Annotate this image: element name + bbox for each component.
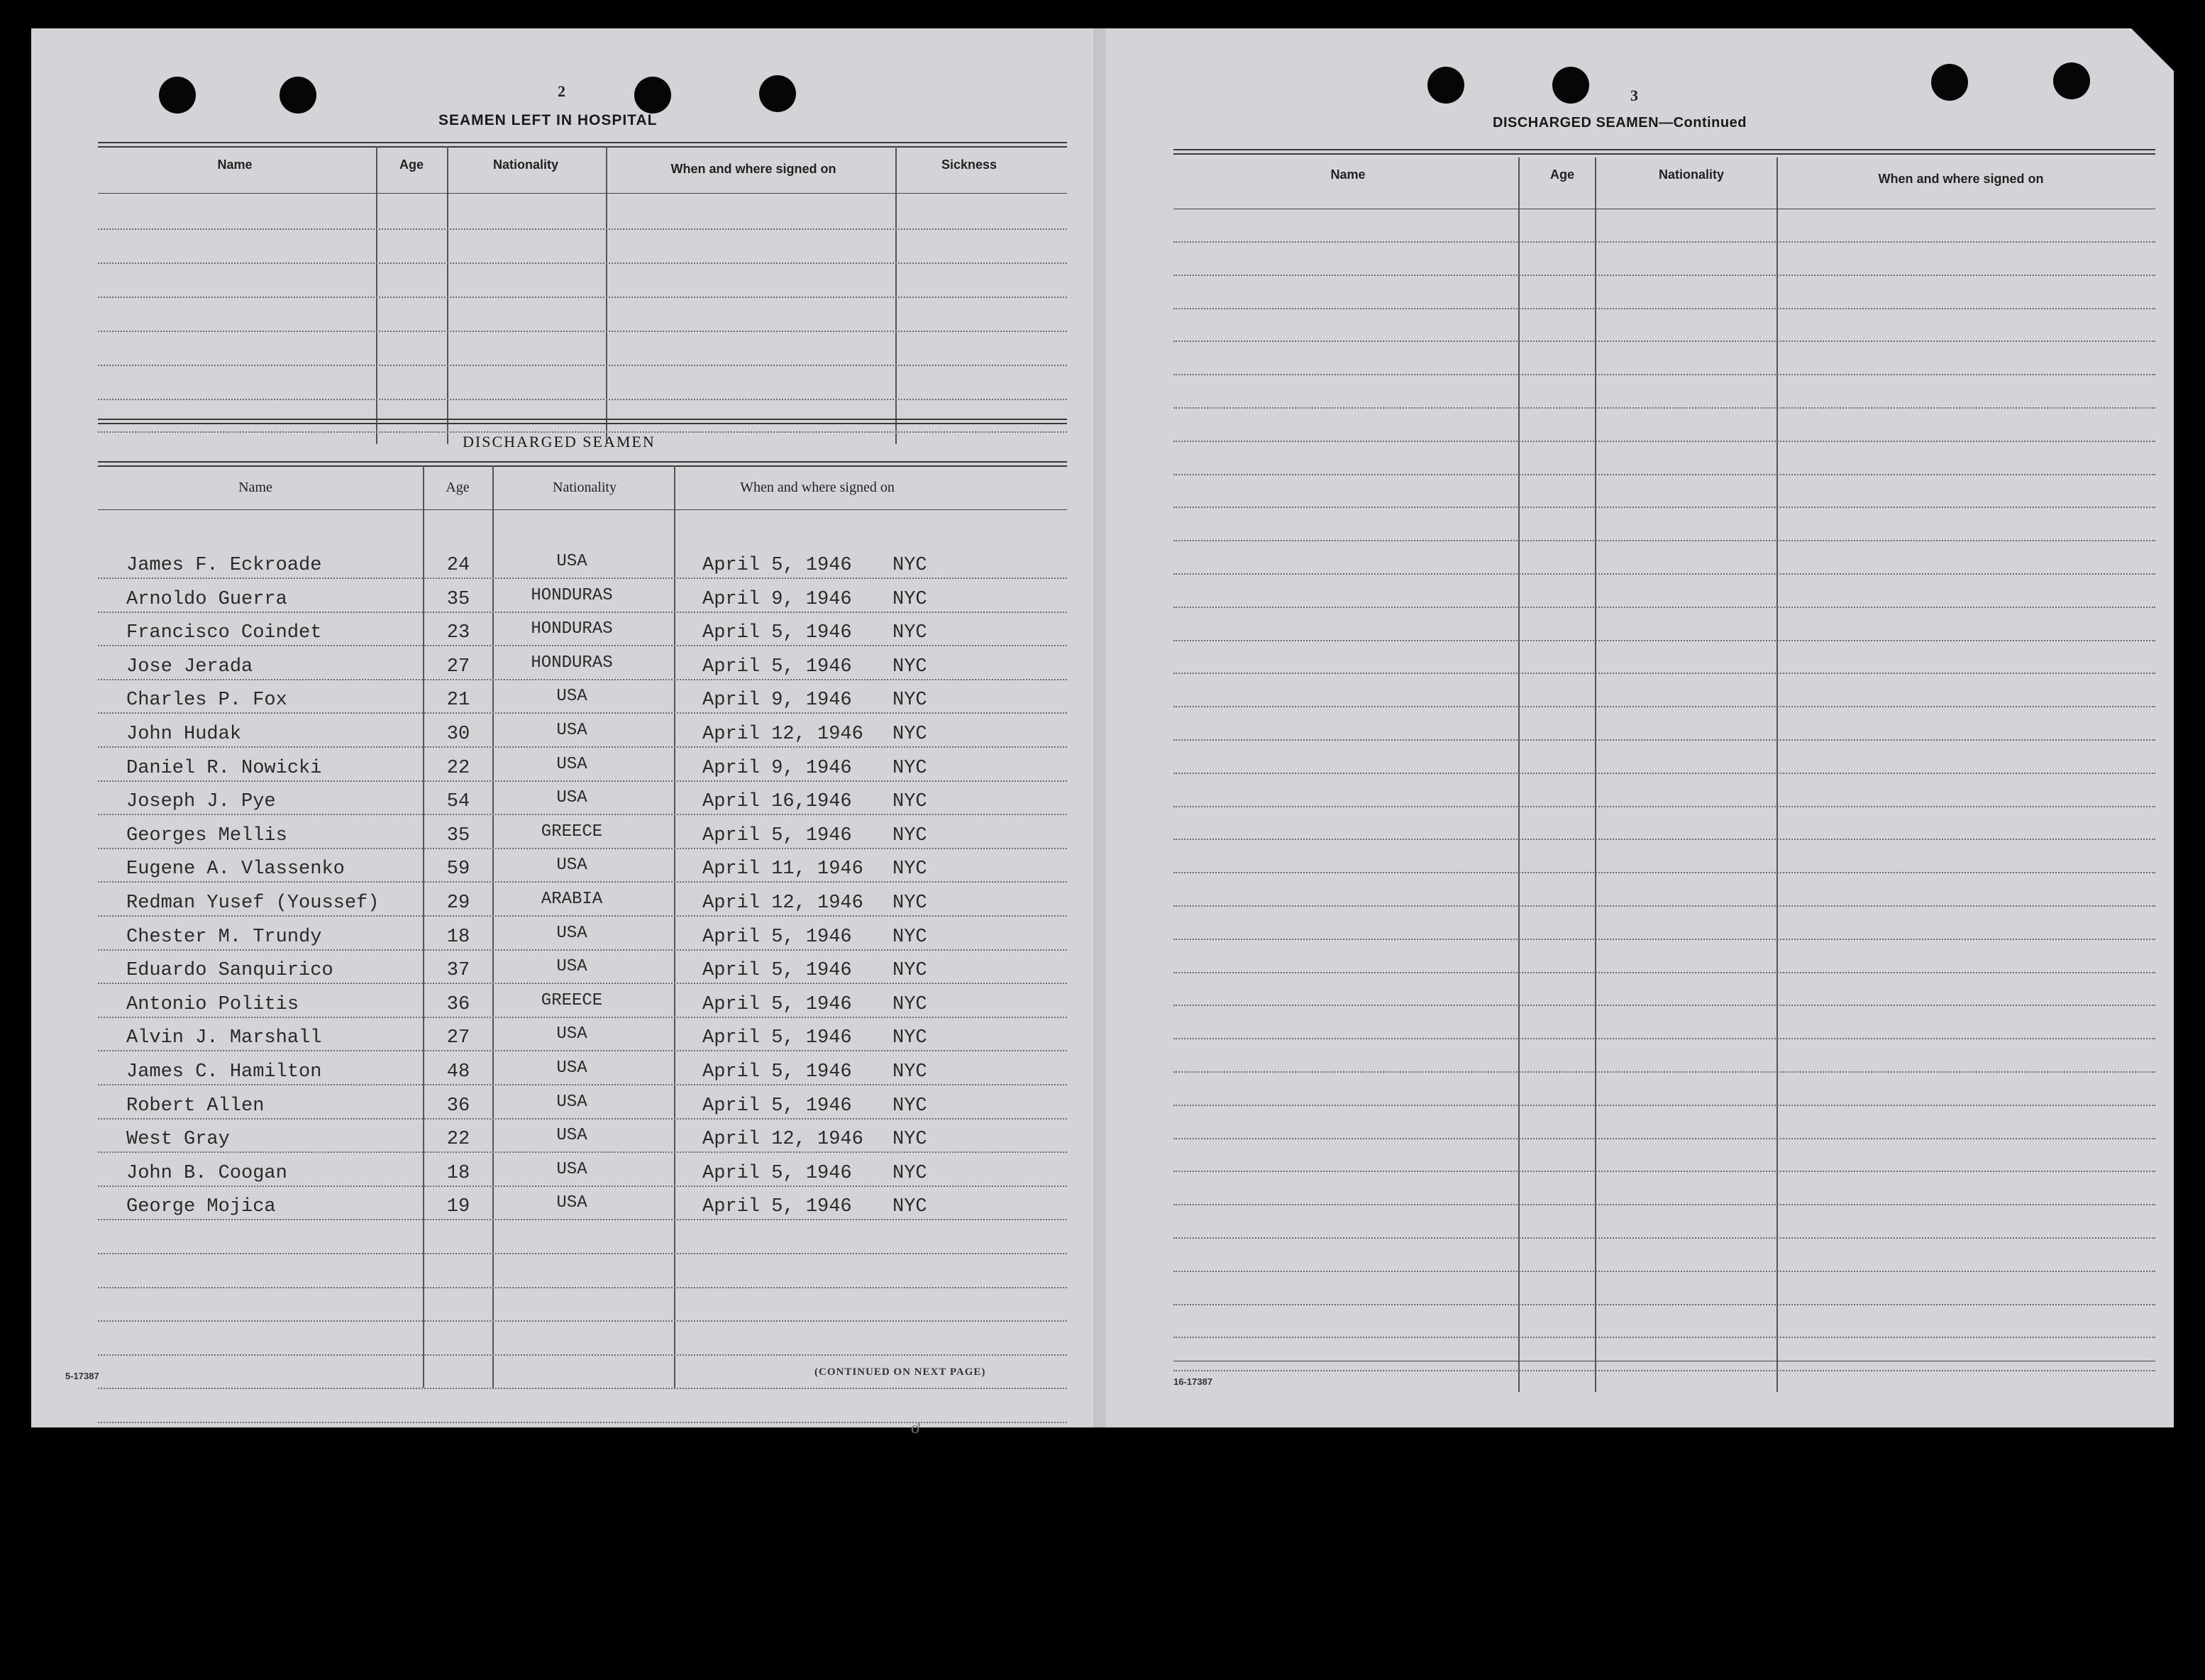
signed-on-place: NYC bbox=[892, 926, 927, 948]
seaman-name: John B. Coogan bbox=[126, 1162, 287, 1184]
seaman-age: 27 bbox=[446, 656, 470, 678]
signed-on-date: April 5, 1946 bbox=[702, 993, 852, 1015]
blank-entry-line bbox=[1173, 872, 2155, 873]
signed-on-place: NYC bbox=[892, 858, 927, 880]
signed-on-place: NYC bbox=[892, 1027, 927, 1049]
seaman-name: Chester M. Trundy bbox=[126, 926, 322, 948]
signed-on-place: NYC bbox=[892, 555, 927, 576]
signed-on-date: April 5, 1946 bbox=[702, 656, 852, 678]
header-age: Age bbox=[446, 480, 470, 495]
seaman-name: Francisco Coindet bbox=[126, 622, 322, 644]
seaman-name: Jose Jerada bbox=[126, 656, 253, 678]
column-divider bbox=[674, 465, 675, 1388]
punch-hole bbox=[634, 77, 671, 114]
blank-entry-line bbox=[1173, 1138, 2155, 1139]
blank-entry-line bbox=[1173, 441, 2155, 442]
signed-on-date: April 5, 1946 bbox=[702, 1061, 852, 1083]
punch-hole bbox=[1427, 67, 1464, 104]
blank-entry-line bbox=[1173, 275, 2155, 276]
blank-entry-line bbox=[1173, 1271, 2155, 1272]
seaman-nationality: USA bbox=[556, 552, 587, 571]
form-number: 16-17387 bbox=[1173, 1376, 1212, 1387]
signed-on-date: April 9, 1946 bbox=[702, 588, 852, 610]
signed-on-place: NYC bbox=[892, 656, 927, 678]
seaman-name: James C. Hamilton bbox=[126, 1061, 322, 1083]
signed-on-date: April 5, 1946 bbox=[702, 1095, 852, 1117]
seaman-name: Joseph J. Pye bbox=[126, 791, 276, 813]
seaman-name: Alvin J. Marshall bbox=[126, 1027, 322, 1049]
seaman-age: 29 bbox=[446, 892, 470, 914]
seaman-age: 19 bbox=[446, 1196, 470, 1218]
seaman-nationality: ARABIA bbox=[541, 890, 603, 909]
seaman-name: Robert Allen bbox=[126, 1095, 265, 1117]
punch-hole bbox=[759, 75, 796, 112]
blank-entry-line bbox=[1173, 773, 2155, 774]
blank-entry-line bbox=[1173, 1005, 2155, 1006]
entry-line bbox=[98, 1084, 1067, 1085]
blank-entry-line bbox=[1173, 739, 2155, 741]
blank-entry-line bbox=[1173, 474, 2155, 475]
entry-line bbox=[98, 949, 1067, 951]
blank-entry-line bbox=[1173, 573, 2155, 575]
signed-on-place: NYC bbox=[892, 892, 927, 914]
entry-line bbox=[98, 1118, 1067, 1120]
entry-line bbox=[98, 1186, 1067, 1187]
entry-line bbox=[98, 1017, 1067, 1018]
page-number: 2 bbox=[558, 82, 565, 100]
entry-line bbox=[98, 679, 1067, 680]
seaman-nationality: USA bbox=[556, 754, 587, 774]
entry-line bbox=[98, 780, 1067, 782]
blank-entry-line bbox=[1173, 308, 2155, 309]
entry-line bbox=[98, 1422, 1067, 1423]
header-nationality: Nationality bbox=[553, 480, 617, 495]
entry-line bbox=[98, 915, 1067, 917]
blank-entry-line bbox=[1173, 673, 2155, 674]
entry-line bbox=[98, 881, 1067, 883]
signed-on-place: NYC bbox=[892, 993, 927, 1015]
form-number: 5-17387 bbox=[65, 1371, 99, 1381]
entry-line bbox=[98, 1219, 1067, 1220]
hospital-bottom-rule bbox=[98, 419, 1067, 420]
entry-line bbox=[98, 983, 1067, 984]
seaman-age: 22 bbox=[446, 1129, 470, 1151]
seaman-age: 27 bbox=[446, 1027, 470, 1049]
signed-on-place: NYC bbox=[892, 1162, 927, 1184]
seaman-age: 54 bbox=[446, 791, 470, 813]
seaman-nationality: USA bbox=[556, 923, 587, 943]
seaman-age: 23 bbox=[446, 622, 470, 644]
signed-on-place: NYC bbox=[892, 690, 927, 712]
seaman-age: 48 bbox=[446, 1061, 470, 1083]
signed-on-date: April 5, 1946 bbox=[702, 1196, 852, 1218]
blank-entry-line bbox=[1173, 1304, 2155, 1305]
right-page bbox=[1105, 28, 2174, 1427]
blank-entry-line bbox=[1173, 806, 2155, 807]
header-name: Name bbox=[238, 480, 272, 495]
signed-on-place: NYC bbox=[892, 1061, 927, 1083]
blank-entry-line bbox=[98, 297, 1067, 298]
entry-line bbox=[98, 1151, 1067, 1153]
seaman-age: 35 bbox=[446, 588, 470, 610]
signed-on-place: NYC bbox=[892, 1196, 927, 1218]
seaman-name: Redman Yusef (Youssef) bbox=[126, 892, 380, 914]
blank-entry-line bbox=[98, 262, 1067, 264]
seaman-name: Arnoldo Guerra bbox=[126, 588, 287, 610]
seaman-name: Eduardo Sanquirico bbox=[126, 960, 333, 982]
page-spine bbox=[1094, 28, 1106, 1427]
signed-on-date: April 5, 1946 bbox=[702, 960, 852, 982]
signed-on-date: April 12, 1946 bbox=[702, 724, 863, 745]
signed-on-date: April 9, 1946 bbox=[702, 690, 852, 712]
blank-entry-line bbox=[1173, 1204, 2155, 1205]
header-when-where: When and where signed on bbox=[740, 480, 895, 495]
column-divider bbox=[492, 465, 494, 1388]
signed-on-place: NYC bbox=[892, 1095, 927, 1117]
entry-line bbox=[98, 1354, 1067, 1356]
entry-line bbox=[98, 814, 1067, 815]
seaman-nationality: GREECE bbox=[541, 822, 603, 841]
entry-line bbox=[98, 1253, 1067, 1254]
seaman-nationality: USA bbox=[556, 687, 587, 707]
signed-on-place: NYC bbox=[892, 588, 927, 610]
seaman-nationality: USA bbox=[556, 1092, 587, 1112]
seaman-age: 30 bbox=[446, 724, 470, 745]
blank-entry-line bbox=[98, 399, 1067, 400]
header-rule bbox=[98, 193, 1067, 194]
signed-on-date: April 5, 1946 bbox=[702, 926, 852, 948]
signed-on-place: NYC bbox=[892, 824, 927, 846]
header-nationality: Nationality bbox=[1658, 167, 1725, 182]
seaman-age: 37 bbox=[446, 960, 470, 982]
seaman-nationality: USA bbox=[556, 1159, 587, 1179]
signed-on-date: April 5, 1946 bbox=[702, 824, 852, 846]
signed-on-date: April 12, 1946 bbox=[702, 1129, 863, 1151]
blank-entry-line bbox=[1173, 507, 2155, 508]
signed-on-place: NYC bbox=[892, 724, 927, 745]
signed-on-date: April 11, 1946 bbox=[702, 858, 863, 880]
blank-entry-line bbox=[1173, 407, 2155, 409]
signed-on-date: April 5, 1946 bbox=[702, 1027, 852, 1049]
seaman-age: 59 bbox=[446, 858, 470, 880]
seaman-name: James F. Eckroade bbox=[126, 555, 322, 576]
seaman-nationality: USA bbox=[556, 1059, 587, 1078]
blank-entry-line bbox=[1173, 1105, 2155, 1106]
signed-on-date: April 5, 1946 bbox=[702, 622, 852, 644]
continued-note: (CONTINUED ON NEXT PAGE) bbox=[814, 1366, 986, 1378]
seaman-age: 21 bbox=[446, 690, 470, 712]
punch-hole bbox=[2053, 62, 2090, 99]
blank-entry-line bbox=[1173, 905, 2155, 907]
signed-on-place: NYC bbox=[892, 622, 927, 644]
hospital-section-title: SEAMEN LEFT IN HOSPITAL bbox=[438, 112, 658, 128]
seaman-name: John Hudak bbox=[126, 724, 242, 745]
signed-on-date: April 5, 1946 bbox=[702, 1162, 852, 1184]
seaman-nationality: HONDURAS bbox=[531, 585, 613, 605]
seaman-age: 36 bbox=[446, 1095, 470, 1117]
seaman-name: Daniel R. Nowicki bbox=[126, 757, 322, 779]
entry-line bbox=[98, 746, 1067, 748]
blank-entry-line bbox=[1173, 706, 2155, 707]
header-sickness: Sickness bbox=[941, 158, 998, 172]
seaman-nationality: HONDURAS bbox=[531, 653, 613, 673]
signed-on-place: NYC bbox=[892, 960, 927, 982]
right-top-rule bbox=[1173, 149, 2155, 150]
seaman-age: 24 bbox=[446, 555, 470, 576]
blank-entry-line bbox=[98, 365, 1067, 366]
blank-entry-line bbox=[1173, 241, 2155, 243]
blank-entry-line bbox=[1173, 972, 2155, 973]
seaman-nationality: USA bbox=[556, 788, 587, 808]
seaman-name: West Gray bbox=[126, 1129, 230, 1151]
blank-entry-line bbox=[1173, 1071, 2155, 1073]
blank-entry-line bbox=[1173, 1038, 2155, 1039]
seaman-age: 36 bbox=[446, 993, 470, 1015]
header-name: Name bbox=[1330, 167, 1366, 182]
seaman-name: Antonio Politis bbox=[126, 993, 299, 1015]
seaman-nationality: USA bbox=[556, 721, 587, 740]
blank-entry-line bbox=[1173, 640, 2155, 641]
entry-line bbox=[98, 645, 1067, 646]
entry-line bbox=[98, 612, 1067, 613]
blank-entry-line bbox=[1173, 607, 2155, 608]
entry-line bbox=[98, 712, 1067, 714]
header-age: Age bbox=[1549, 167, 1575, 182]
entry-line bbox=[98, 848, 1067, 849]
seaman-nationality: USA bbox=[556, 1126, 587, 1146]
page-number: 3 bbox=[1630, 87, 1638, 104]
seaman-nationality: USA bbox=[556, 856, 587, 875]
entry-line bbox=[98, 1320, 1067, 1322]
seaman-age: 22 bbox=[446, 757, 470, 779]
scan-mark: ơ bbox=[911, 1419, 920, 1437]
signed-on-place: NYC bbox=[892, 757, 927, 779]
blank-entry-line bbox=[1173, 1237, 2155, 1239]
punch-hole bbox=[280, 77, 316, 114]
blank-entry-line bbox=[1173, 1337, 2155, 1338]
seaman-age: 18 bbox=[446, 1162, 470, 1184]
column-divider bbox=[1518, 158, 1520, 1392]
discharged-section-title: DISCHARGED SEAMEN bbox=[463, 433, 656, 451]
seaman-nationality: HONDURAS bbox=[531, 619, 613, 639]
blank-entry-line bbox=[1173, 839, 2155, 840]
header-when-where: When and where signed on bbox=[1878, 172, 2044, 186]
signed-on-place: NYC bbox=[892, 1129, 927, 1151]
signed-on-date: April 16,1946 bbox=[702, 791, 852, 813]
blank-entry-line bbox=[1173, 341, 2155, 342]
seaman-nationality: USA bbox=[556, 1193, 587, 1213]
header-when-where: When and where signed on bbox=[670, 162, 836, 176]
signed-on-date: April 12, 1946 bbox=[702, 892, 863, 914]
signed-on-date: April 5, 1946 bbox=[702, 555, 852, 576]
column-divider bbox=[423, 465, 424, 1388]
seaman-name: Charles P. Fox bbox=[126, 690, 287, 712]
blank-entry-line bbox=[1173, 540, 2155, 541]
seaman-age: 35 bbox=[446, 824, 470, 846]
seaman-name: Georges Mellis bbox=[126, 824, 287, 846]
signed-on-place: NYC bbox=[892, 791, 927, 813]
header-nationality: Nationality bbox=[492, 158, 559, 172]
seaman-nationality: GREECE bbox=[541, 990, 603, 1010]
left-page bbox=[31, 28, 1094, 1427]
seaman-nationality: USA bbox=[556, 957, 587, 977]
punch-hole bbox=[1931, 64, 1968, 101]
entry-line bbox=[98, 578, 1067, 579]
header-rule bbox=[98, 509, 1067, 510]
blank-entry-line bbox=[98, 331, 1067, 332]
header-name: Name bbox=[217, 158, 253, 172]
blank-entry-line bbox=[98, 228, 1067, 230]
punch-hole bbox=[1552, 67, 1589, 104]
hospital-top-rule bbox=[98, 142, 1067, 143]
entry-line bbox=[98, 1388, 1067, 1389]
signed-on-date: April 9, 1946 bbox=[702, 757, 852, 779]
seaman-name: George Mojica bbox=[126, 1196, 276, 1218]
seaman-nationality: USA bbox=[556, 1024, 587, 1044]
seaman-age: 18 bbox=[446, 926, 470, 948]
continued-section-title: DISCHARGED SEAMEN—Continued bbox=[1493, 115, 1747, 131]
scanned-document bbox=[31, 28, 2174, 1437]
column-divider bbox=[1776, 158, 1778, 1392]
discharged-top-rule bbox=[98, 461, 1067, 463]
blank-entry-line bbox=[1173, 1370, 2155, 1371]
entry-line bbox=[98, 1287, 1067, 1288]
punch-hole bbox=[159, 77, 196, 114]
entry-line bbox=[98, 1050, 1067, 1051]
blank-entry-line bbox=[1173, 1171, 2155, 1172]
blank-entry-line bbox=[1173, 939, 2155, 940]
seaman-name: Eugene A. Vlassenko bbox=[126, 858, 345, 880]
header-age: Age bbox=[399, 158, 424, 172]
column-divider bbox=[1595, 158, 1596, 1392]
blank-entry-line bbox=[1173, 374, 2155, 375]
